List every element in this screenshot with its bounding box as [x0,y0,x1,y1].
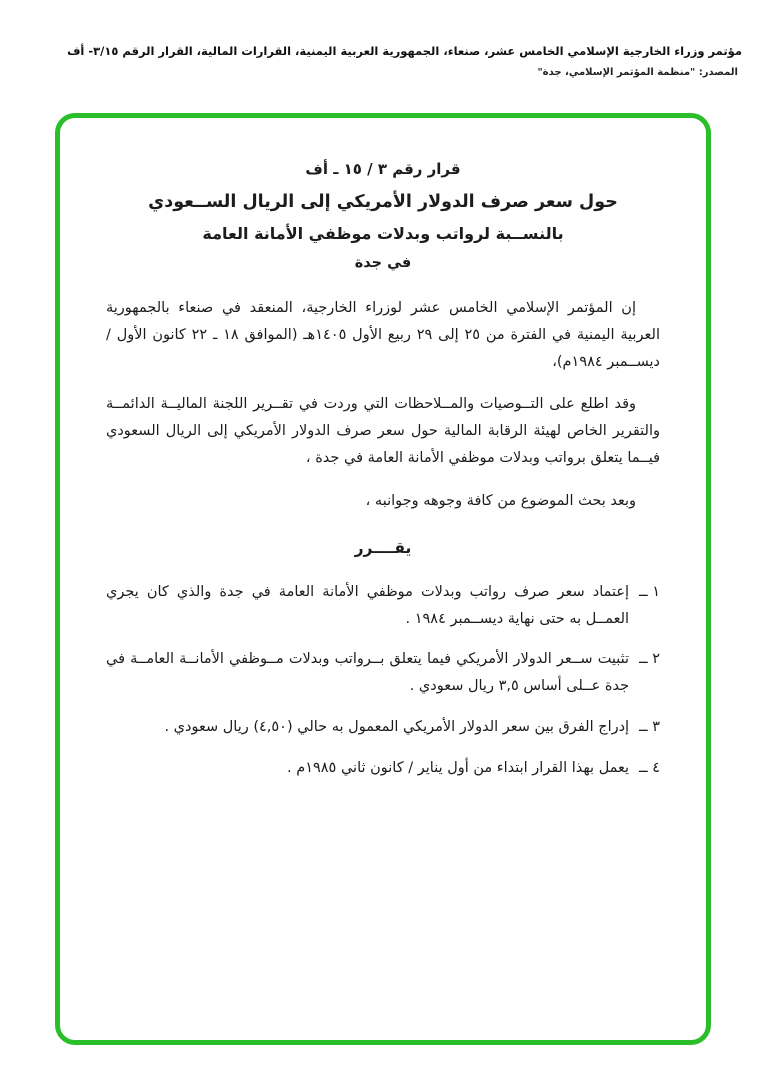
resolution-scope-title: بالنســبة لرواتب وبدلات موظفي الأمانة العامة [202,224,564,243]
resolution-item-4 [106,755,660,782]
item-text: تثبيت ســعر الدولار الأمريكي فيما يتعلق بــرواتب وبدلات مــوظفي الأمانــة العامــة في جدة عــلى أساس ٣,٥ ريال سعودي . [106,651,630,695]
resolution-item-1 [106,579,660,633]
document-header [60,44,742,78]
resolution-number-title: قرار رقم ٣ / ١٥ ـ أف [305,160,461,178]
preamble-paragraph-1: إن المؤتمر الإسلامي الخامس عشر لوزراء الخارجية، المنعقد في صنعاء بالجمهورية العربية اليمنية في الفترة من ٢٥ إلى ٢٩ ربيع الأول ١٤٠٥هـ (الموافق ١٨ ـ ٢٢ كانون الأول / ديســمبر ١٩٨٤م)، [106,300,660,370]
item-number: ٤ ــ [639,759,660,776]
item-text: إعتماد سعر صرف رواتب وبدلات موظفي الأمانة العامة في جدة والذي كان يجري العمــل به حتى نهاية ديســمبر ١٩٨٤ . [106,583,630,627]
header-source-line: المصدر: "منظمة المؤتمر الإسلامي، جدة" [537,67,738,78]
resolution-place-title: في جدة [354,255,412,271]
item-text: إدراج الفرق بين سعر الدولار الأمريكي المعمول به حالي (٤,٥٠) ريال سعودي . [164,718,630,735]
preamble-paragraph-3: وبعد بحث الموضوع من كافة وجوهه وجوانبه ، [365,492,636,509]
preamble-paragraph-2: وقد اطلع على التــوصيات والمــلاحظات التي وردت في تقــرير اللجنة الماليــة الدائمــة والتقرير الخاص لهيئة الرقابة المالية حول سعر صرف الدولار الأمريكي إلى الريال السعودي فيــما يتعلق برواتب وبدلات موظفي الأمانة العامة في جدة ، [106,396,660,467]
header-citation: مؤتمر وزراء الخارجية الإسلامي الخامس عشر، صنعاء، الجمهورية العربية اليمنية، القرارات المالية، القرار الرقم ٣/١٥- أف [67,44,742,58]
title-block [106,160,660,271]
item-text: يعمل بهذا القرار ابتداء من أول يناير / كانون ثاني ١٩٨٥م . [286,759,630,776]
document-frame [55,113,711,1045]
item-number: ٣ ــ [639,718,660,735]
resolution-subject-title: حول سعر صرف الدولار الأمريكي إلى الريال الســعودي [148,192,618,212]
resolution-item-2 [106,646,660,700]
resolution-item-3 [106,714,660,741]
item-number: ٢ ــ [639,651,660,668]
item-number: ١ ــ [639,583,660,600]
decides-heading: يقــــرر [354,538,412,557]
